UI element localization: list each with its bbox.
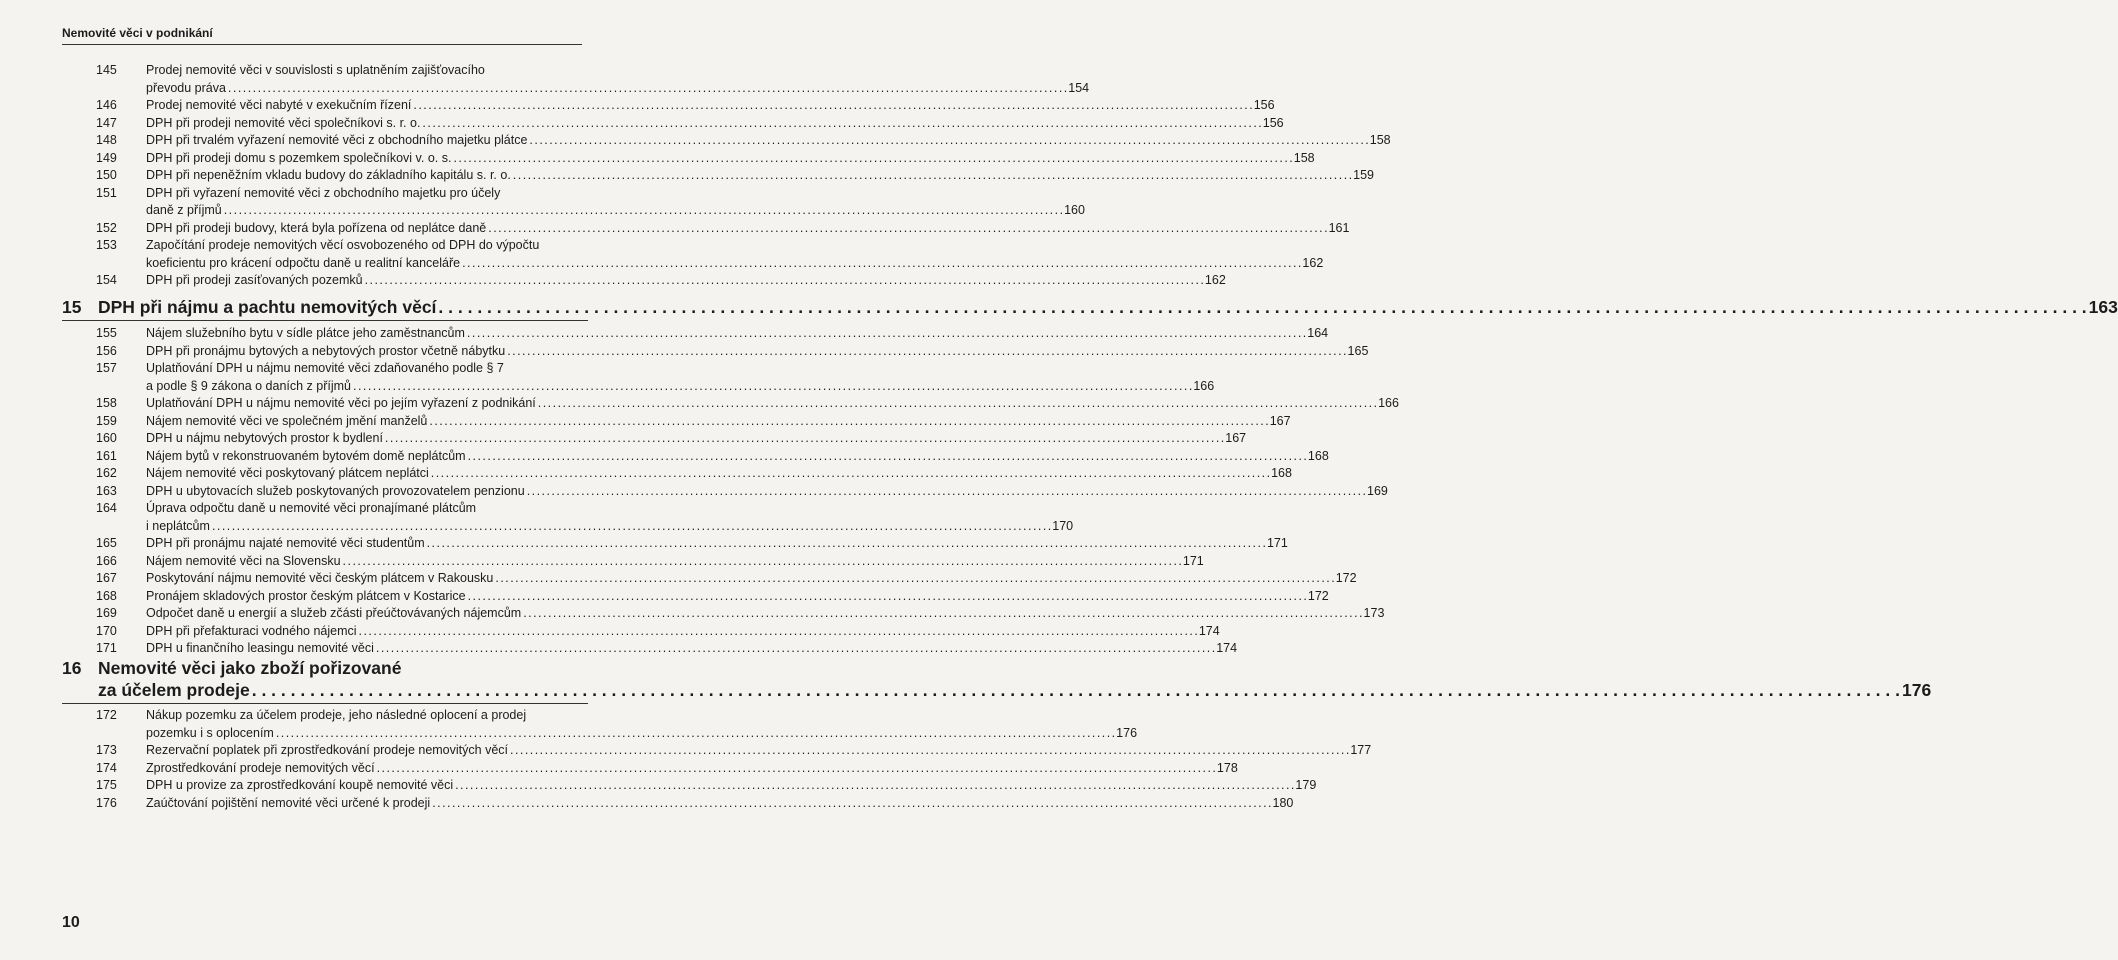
entry-title-line (146, 202, 1085, 220)
dot-leader (343, 553, 1181, 571)
entry-title-line (146, 378, 1214, 396)
chapter-title-text: za účelem prodeje (98, 680, 250, 700)
entry-title-text: převodu práva (146, 80, 226, 95)
entry-title (132, 448, 1333, 466)
chapter-page: 163 (2088, 297, 2118, 317)
entry-number: 176 (96, 795, 117, 810)
entry-title-line (146, 725, 1137, 743)
entry-title (132, 483, 1392, 501)
entry-title-line (146, 150, 1315, 168)
chapter-title-line (98, 657, 590, 679)
entry-title-text: Nájem bytů v rekonstruovaném bytovém domě neplátcům (146, 448, 466, 463)
toc-group-3 (62, 707, 1372, 812)
entry-number: 155 (96, 326, 117, 340)
entry-title (132, 62, 1093, 97)
dot-leader (422, 115, 1260, 133)
entry-title-text: DPH u ubytovacích služeb poskytovaných provozovatelem penzionu (146, 483, 525, 498)
entry-page: 164 (1307, 326, 1329, 340)
toc-entry[interactable] (62, 413, 1291, 431)
entry-number: 175 (96, 778, 117, 792)
entry-number: 161 (96, 448, 117, 463)
entry-title-text: DPH při pronájmu najaté nemovité věci studentům (146, 536, 425, 550)
entry-title-line (146, 167, 1374, 185)
entry-title-text: Uplatňování DPH u nájmu nemovité věci po jejím vyřazení z podnikání (146, 396, 536, 410)
entry-title-text: Poskytování nájmu nemovité věci českým plátcem v Rakousku (146, 571, 494, 585)
toc-entry[interactable] (62, 535, 1288, 553)
entry-number: 157 (96, 361, 117, 375)
dot-leader (538, 395, 1376, 413)
entry-page: 159 (1353, 168, 1374, 182)
entry-title (132, 707, 1141, 742)
entry-page: 172 (1335, 571, 1357, 585)
entry-number: 156 (96, 343, 117, 358)
dot-leader (212, 518, 1050, 536)
entry-title (132, 760, 1242, 778)
entry-title-line (146, 777, 1316, 795)
entry-title-line (146, 553, 1204, 571)
dot-leader (455, 777, 1293, 795)
entry-title-line (146, 237, 1323, 255)
dot-leader (529, 132, 1367, 150)
entry-title-text: DPH u provize za zprostředkování koupě nemovité věci (146, 778, 454, 792)
entry-title-line (146, 795, 1293, 813)
entry-title-text: Zaúčtování pojištění nemovité věci určené k prodeji (146, 795, 431, 810)
toc-entry[interactable] (62, 465, 1292, 483)
entry-title (132, 343, 1372, 361)
dot-leader (468, 588, 1306, 606)
entry-title-line (146, 360, 1214, 378)
toc-entry[interactable] (62, 588, 1329, 606)
toc-group-1 (62, 62, 1391, 290)
entry-number: 152 (96, 220, 117, 235)
entry-page: 178 (1216, 760, 1238, 775)
entry-title-text: Nájem nemovité věci ve společném jmění manželů (146, 413, 428, 428)
entry-page: 180 (1272, 795, 1294, 810)
chapter-title-text: Nemovité věci jako zboží pořizované (98, 658, 402, 678)
entry-title-text: DPH při vyřazení nemovité věci z obchodního majetku pro účely (146, 185, 501, 200)
entry-title-text: DPH u finančního leasingu nemovité věci (146, 641, 374, 655)
entry-title-text: Prodej nemovité věci nabyté v exekučním řízení (146, 98, 412, 112)
entry-page: 173 (1363, 606, 1385, 620)
entry-title (132, 132, 1395, 150)
dot-leader (523, 605, 1361, 623)
toc-entry[interactable] (62, 742, 1372, 760)
entry-title-line (146, 430, 1246, 448)
entry-title-line (146, 343, 1368, 361)
chapter-title-line (98, 679, 1932, 701)
entry-page: 156 (1262, 115, 1284, 130)
entry-title (132, 430, 1250, 448)
entry-title-line (146, 518, 1073, 536)
toc-entry[interactable] (62, 62, 1090, 97)
toc-entry[interactable] (62, 360, 1215, 395)
entry-title (132, 742, 1375, 760)
entry-page: 167 (1225, 431, 1247, 445)
dot-leader (467, 325, 1305, 343)
toc-entry[interactable] (62, 185, 1085, 220)
entry-title-line (146, 115, 1284, 133)
dot-leader (513, 167, 1351, 185)
dot-leader (431, 465, 1269, 483)
dot-leader (438, 296, 2086, 318)
entry-title (132, 535, 1292, 553)
toc-entry[interactable] (62, 97, 1275, 115)
entry-page: 170 (1052, 518, 1074, 533)
toc-entry[interactable] (62, 707, 1138, 742)
entry-title-text: DPH při nepeněžním vkladu budovy do základního kapitálu s. r. o. (146, 168, 511, 182)
entry-title-line (146, 640, 1237, 658)
entry-page: 177 (1350, 743, 1372, 757)
entry-number: 147 (96, 115, 117, 130)
entry-title-text: Rezervační poplatek při zprostředkování prodeje nemovitých věcí (146, 743, 508, 757)
toc-entry[interactable] (62, 272, 1226, 290)
chapter-title-line (98, 296, 2118, 318)
entry-title (132, 413, 1295, 431)
entry-title-text: Uplatňování DPH u nájmu nemovité věci zdaňovaného podle § 7 (146, 361, 504, 375)
entry-number: 149 (96, 150, 117, 165)
entry-title (132, 360, 1218, 395)
entry-title-text: Prodej nemovité věci v souvislosti s uplatněním zajišťovacího (146, 63, 485, 77)
toc-group-2 (62, 325, 1399, 658)
entry-page: 168 (1271, 466, 1292, 480)
dot-leader (224, 202, 1062, 220)
entry-number: 163 (96, 483, 117, 498)
entry-title-line (146, 500, 1073, 518)
toc-entry[interactable] (62, 220, 1350, 238)
entry-number: 150 (96, 168, 117, 182)
dot-leader (429, 413, 1267, 431)
entry-page: 161 (1328, 220, 1350, 235)
entry-title-text: DPH při prodeji domu s pozemkem společníkovi v. o. s. (146, 150, 452, 165)
dot-leader (462, 255, 1300, 273)
entry-title-text: Úprava odpočtu daně u nemovité věci pronajímané plátcům (146, 501, 477, 515)
entry-title-line (146, 588, 1329, 606)
entry-title (132, 588, 1333, 606)
toc-entry[interactable] (62, 237, 1324, 272)
toc-entry[interactable] (62, 553, 1204, 571)
entry-title-line (146, 80, 1089, 98)
entry-title-line (146, 465, 1292, 483)
entry-title-text: Nákup pozemku za účelem prodeje, jeho následné oplocení a prodej (146, 708, 527, 722)
entry-title (132, 640, 1241, 658)
toc-entry[interactable] (62, 150, 1315, 168)
entry-page: 162 (1204, 273, 1226, 287)
entry-page: 172 (1307, 588, 1329, 603)
entry-page: 156 (1253, 98, 1275, 112)
dot-leader (276, 725, 1114, 743)
toc-entry[interactable] (62, 325, 1329, 343)
dot-leader (365, 272, 1203, 290)
entry-title (132, 97, 1279, 115)
entry-title-text: DPH při prodeji budovy, která byla pořízena od neplátce daně (146, 220, 487, 235)
chapter-number: 16 (62, 658, 82, 678)
entry-page: 160 (1064, 203, 1085, 217)
entry-title-text: pozemku i s oplocením (146, 725, 274, 740)
dot-leader (359, 623, 1197, 641)
entry-title (132, 395, 1403, 413)
entry-page: 158 (1293, 150, 1315, 165)
entry-number: 165 (96, 536, 117, 550)
entry-page: 154 (1068, 80, 1090, 95)
entry-title-text: Nájem služebního bytu v sídle plátce jeho zaměstnancům (146, 326, 465, 340)
entry-number: 154 (96, 273, 117, 287)
entry-title-line (146, 605, 1384, 623)
entry-title-line (146, 570, 1357, 588)
entry-number: 173 (96, 743, 117, 757)
entry-number: 169 (96, 606, 117, 620)
toc-entry[interactable] (62, 132, 1391, 150)
entry-title-text: DPH při pronájmu bytových a nebytových prostor včetně nábytku (146, 343, 506, 358)
entry-title-line (146, 707, 1137, 725)
chapter-15-heading[interactable] (62, 296, 2118, 318)
entry-title-text: Započítání prodeje nemovitých věcí osvobozeného od DPH do výpočtu (146, 238, 540, 252)
entry-title-text: i neplátcům (146, 518, 210, 533)
entry-title-text: DPH u nájmu nebytových prostor k bydlení (146, 431, 383, 445)
toc-entry[interactable] (62, 623, 1220, 641)
entry-number: 160 (96, 431, 117, 445)
toc-entry[interactable] (62, 795, 1294, 813)
entry-title-line (146, 448, 1329, 466)
entry-title-text: Pronájem skladových prostor českým plátcem v Kostarice (146, 588, 466, 603)
dot-leader (228, 80, 1066, 98)
dot-leader (385, 430, 1223, 448)
entry-title-text: a podle § 9 zákona o daních z příjmů (146, 378, 351, 393)
entry-title (132, 465, 1296, 483)
entry-number: 146 (96, 98, 117, 112)
toc-entry[interactable] (62, 760, 1238, 778)
entry-number: 164 (96, 501, 117, 515)
entry-title (132, 185, 1089, 220)
chapter-title-text: DPH při nájmu a pachtu nemovitých věcí (98, 297, 437, 317)
entry-number: 174 (96, 760, 117, 775)
entry-page: 168 (1307, 448, 1329, 463)
chapter-page: 176 (1901, 680, 1932, 700)
entry-title-line (146, 132, 1391, 150)
entry-title (132, 777, 1320, 795)
entry-title (132, 150, 1319, 168)
entry-number: 158 (96, 396, 117, 410)
entry-number: 170 (96, 623, 117, 638)
entry-title-text: Zprostředkování prodeje nemovitých věcí (146, 760, 375, 775)
entry-number: 167 (96, 571, 117, 585)
dot-leader (495, 570, 1333, 588)
running-header: Nemovité věci v podnikání (62, 26, 582, 45)
entry-page: 176 (1116, 725, 1138, 740)
toc-entry[interactable] (62, 483, 1388, 501)
toc-entry[interactable] (62, 605, 1385, 623)
entry-page: 171 (1182, 553, 1204, 568)
dot-leader (377, 760, 1215, 778)
entry-title-text: koeficientu pro krácení odpočtu daně u realitní kanceláře (146, 255, 461, 270)
entry-number: 151 (96, 185, 117, 200)
entry-title (132, 623, 1224, 641)
toc-entry[interactable] (62, 448, 1329, 466)
entry-title-line (146, 395, 1399, 413)
entry-title (132, 500, 1077, 535)
dot-leader (468, 448, 1306, 466)
entry-page: 167 (1269, 413, 1291, 428)
entry-page: 158 (1369, 133, 1391, 147)
entry-page: 166 (1378, 396, 1399, 410)
entry-title (132, 115, 1288, 133)
chapter-16-heading[interactable] (62, 657, 1932, 701)
entry-title-line (146, 742, 1371, 760)
toc-entry[interactable] (62, 500, 1074, 535)
dot-leader (527, 483, 1365, 501)
entry-title-text: DPH při trvalém vyřazení nemovité věci z obchodního majetku plátce (146, 133, 528, 147)
entry-page: 171 (1266, 536, 1288, 550)
chapter-16-rule (62, 703, 588, 704)
entry-number: 153 (96, 238, 117, 252)
toc-entry[interactable] (62, 167, 1374, 185)
toc-entry[interactable] (62, 115, 1284, 133)
entry-title-line (146, 272, 1226, 290)
entry-page: 179 (1295, 778, 1317, 792)
dot-leader (427, 535, 1265, 553)
entry-title (132, 272, 1230, 290)
entry-title-line (146, 623, 1220, 641)
entry-title (132, 220, 1353, 238)
entry-title-text: Nájem nemovité věci poskytovaný plátcem neplátci (146, 466, 429, 480)
entry-title-text: DPH při prodeji zasíťovaných pozemků (146, 273, 363, 287)
entry-title-line (146, 97, 1275, 115)
entry-title-line (146, 535, 1288, 553)
dot-leader (507, 343, 1345, 361)
entry-number: 172 (96, 708, 117, 722)
entry-number: 148 (96, 133, 117, 147)
toc-entry[interactable] (62, 430, 1247, 448)
entry-number: 171 (96, 641, 117, 655)
dot-leader (510, 742, 1348, 760)
entry-title-line (146, 413, 1291, 431)
entry-title (132, 237, 1327, 272)
chapter-number: 15 (62, 297, 82, 317)
entry-title-line (146, 325, 1328, 343)
entry-number: 145 (96, 63, 117, 77)
toc-entry[interactable] (62, 640, 1238, 658)
entry-page: 166 (1193, 378, 1215, 393)
entry-page: 165 (1347, 343, 1369, 358)
entry-title (132, 167, 1378, 185)
entry-number: 162 (96, 466, 117, 480)
dot-leader (413, 97, 1251, 115)
page-number: 10 (62, 914, 80, 931)
dot-leader (432, 795, 1270, 813)
entry-title (132, 553, 1208, 571)
entry-number: 168 (96, 588, 117, 603)
dot-leader (488, 220, 1326, 238)
dot-leader (353, 378, 1191, 396)
toc-entry[interactable] (62, 343, 1369, 361)
dot-leader (252, 679, 1900, 701)
entry-title-line (146, 255, 1323, 273)
entry-number: 159 (96, 413, 117, 428)
dot-leader (453, 150, 1291, 168)
entry-page: 174 (1198, 623, 1220, 638)
entry-title-line (146, 483, 1388, 501)
chapter-15-rule (62, 320, 588, 321)
dot-leader (376, 640, 1214, 658)
entry-title-line (146, 185, 1085, 203)
entry-title-text: DPH při prodeji nemovité věci společníkovi s. r. o. (146, 115, 421, 130)
entry-title-line (146, 220, 1349, 238)
entry-page: 174 (1216, 641, 1238, 655)
toc-entry[interactable] (62, 395, 1399, 413)
entry-title (132, 605, 1388, 623)
entry-title (132, 570, 1361, 588)
entry-title-text: DPH při přefakturaci vodného nájemci (146, 623, 357, 638)
entry-title-text: Odpočet daně u energií a služeb zčásti přeúčtovávaných nájemcům (146, 606, 522, 620)
entry-title-text: Nájem nemovité věci na Slovensku (146, 553, 341, 568)
toc-entry[interactable] (62, 570, 1357, 588)
entry-title-line (146, 760, 1238, 778)
entry-page: 169 (1367, 483, 1388, 498)
chapter-title (98, 296, 2118, 318)
entry-title (132, 325, 1332, 343)
entry-page: 162 (1302, 255, 1324, 270)
entry-title-line (146, 62, 1089, 80)
entry-number: 166 (96, 553, 117, 568)
toc-entry[interactable] (62, 777, 1317, 795)
entry-title (132, 795, 1297, 813)
entry-title-text: daně z příjmů (146, 203, 222, 217)
chapter-title (98, 657, 1932, 701)
